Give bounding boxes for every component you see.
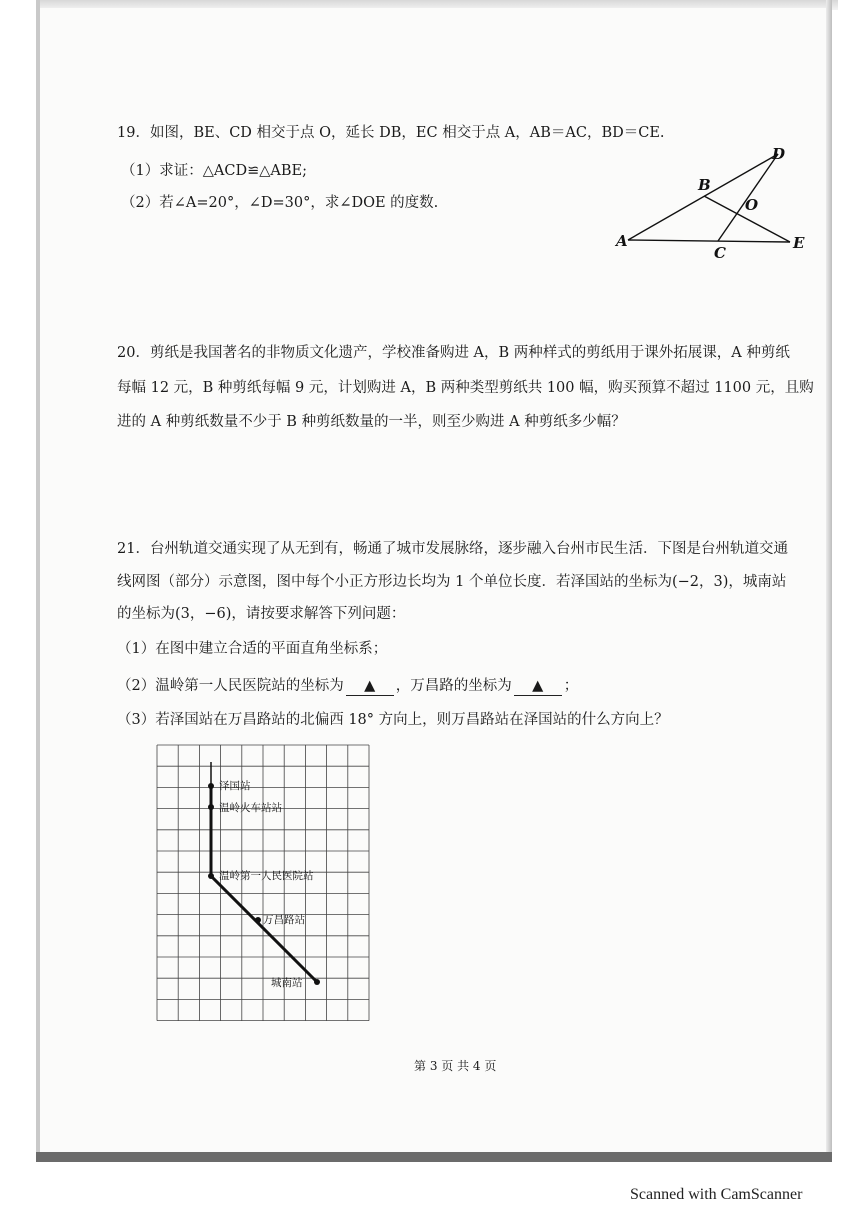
camscanner-watermark: Scanned with CamScanner (630, 1186, 803, 1203)
label-E: E (793, 234, 805, 252)
label-A: A (616, 232, 628, 250)
q21-part2-prefix: （2）温岭第一人民医院站的坐标为 (117, 678, 344, 694)
station-dot-hospital (208, 873, 214, 879)
q21-line2: 线网图（部分）示意图，图中每个小正方形边长均为 1 个单位长度．若泽国站的坐标为(−2，3)，城南站 (117, 574, 787, 590)
q20-line1: 20．剪纸是我国著名的非物质文化遗产，学校准备购进 A，B 两种样式的剪纸用于课外拓展课，A 种剪纸 (117, 345, 790, 361)
q21-part2 (117, 678, 578, 696)
q19-part2: （2）若∠A=20°，∠D=30°，求∠DOE 的度数. (121, 195, 439, 211)
rail-line (211, 786, 317, 982)
line-AE (628, 240, 790, 242)
q21-part1: （1）在图中建立合适的平面直角坐标系； (117, 641, 388, 657)
q20-line3: 进的 A 种剪纸数量不少于 B 种剪纸数量的一半，则至少购进 A 种剪纸多少幅？ (117, 414, 626, 430)
q21-part2-middle: ，万昌路的坐标为 (395, 678, 512, 694)
q19-part1: （1）求证：△ACD≌△ABE; (121, 163, 307, 179)
station-label-zeguo: 泽国站 (219, 780, 251, 792)
station-dot-chengnan (314, 979, 320, 985)
page-number: 第 3 页 共 4 页 (414, 1059, 497, 1073)
q20-line2: 每幅 12 元，B 种剪纸每幅 9 元，计划购进 A，B 两种类型剪纸共 100 幅，购买预算不超过 1100 元，且购 (117, 380, 814, 396)
station-dot-wanchang (255, 917, 261, 923)
answer-blank-wanchang: ▲ (514, 678, 562, 696)
station-dot-wenling-train (208, 804, 214, 810)
label-C: C (714, 244, 726, 262)
q21-line1: 21．台州轨道交通实现了从无到有，畅通了城市发展脉络，逐步融入台州市民生活．下图是台州轨道交通 (117, 541, 788, 557)
label-O: O (745, 196, 759, 214)
grid-lines (157, 745, 369, 1021)
q19-stem: 19．如图，BE、CD 相交于点 O，延长 DB，EC 相交于点 A，AB＝AC，BD＝CE. (117, 125, 665, 141)
answer-blank-hospital: ▲ (346, 678, 394, 696)
scan-bottom-bar (36, 1152, 832, 1162)
station-label-wanchang: 万昌路站 (263, 914, 305, 926)
rail-network-grid-map (145, 740, 385, 1030)
station-label-chengnan: 城南站 (271, 977, 303, 989)
label-B: B (698, 176, 711, 194)
q21-part3: （3）若泽国站在万昌路站的北偏西 18° 方向上，则万昌路站在泽国站的什么方向上？ (117, 712, 669, 728)
station-label-hospital: 温岭第一人民医院站 (219, 870, 314, 882)
station-dot-zeguo (208, 783, 214, 789)
scan-edge-right (826, 0, 832, 1160)
q19-triangle-figure (600, 138, 820, 268)
q21-part2-suffix: ； (563, 678, 579, 694)
label-D: D (772, 145, 786, 163)
station-label-wenling-train: 温岭火车站站 (219, 802, 282, 814)
q21-line3: 的坐标为(3，−6)，请按要求解答下列问题： (117, 606, 406, 622)
